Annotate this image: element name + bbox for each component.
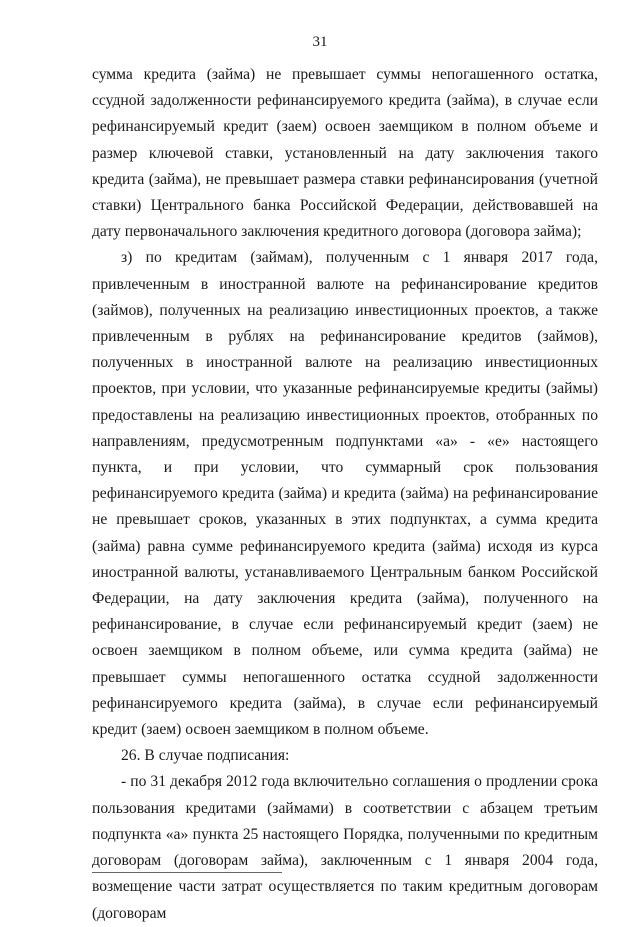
paragraph-dash-item: - по 31 декабря 2012 года включительно соглашения о продлении срока пользования кредитами (займами) в соответствии с абзацем третьим подпункта «а» пункта 25 настоящего Порядка, полученными по кредитным договорам (договорам займа), заключенным с 1 января 2004 года, возмещение части затрат осуществляется по таким кредитным договорам (договорам — [92, 773, 598, 922]
paragraph-continuation: сумма кредита (займа) не превышает суммы непогашенного остатка, ссудной задолженности рефинансируемого кредита (займа), в случае если рефинансируемый кредит (заем) освоен заемщиком в полном объеме и размер ключевой ставки, установленный на дату заключения такого кредита (займа), не превышает размера ставки рефинансирования (учетной ставки) Центрального банка Российской Федерации, действовавшей на дату первоначального заключения кредитного договора (договора займа); — [92, 66, 598, 241]
page-number: 31 — [312, 34, 328, 50]
document-body — [92, 62, 598, 927]
paragraph-item-26: 26. В случае подписания: — [121, 747, 290, 765]
paragraph-subitem-z: з) по кредитам (займам), полученным с 1 января 2017 года, привлеченным в иностранной валюте на рефинансирование кредитов (займов), полученных на реализацию инвестиционных проектов, а также привлеченным в рублях на рефинансирование кредитов (займов), полученных в иностранной валюте на реализацию инвестиционных проектов, при условии, что указанные рефинансируемые кредиты (займы) предоставлены на реализацию инвестиционных проектов, отобранных по направлениям, предусмотренным подпунктами «а» - «е» настоящего пункта, и при условии, что суммарный срок пользования рефинансируемого кредита (займа) и кредита (займа) на рефинансирование не превышает сроков, указанных в этих подпунктах, а сумма кредита (займа) равна сумме рефинансируемого кредита (займа) исходя из курса иностранной валюты, устанавливаемого Центральным банком Российской Федерации, на дату заключения кредита (займа), полученного на рефинансирование, в случае если рефинансируемый кредит (заем) не освоен заемщиком в полном объеме, или сумма кредита (займа) не превышает суммы непогашенного остатка ссудной задолженности рефинансируемого кредита (займа), в случае если рефинансируемый кредит (заем) освоен заемщиком в полном объеме. — [92, 249, 598, 739]
footer-divider — [92, 872, 282, 873]
